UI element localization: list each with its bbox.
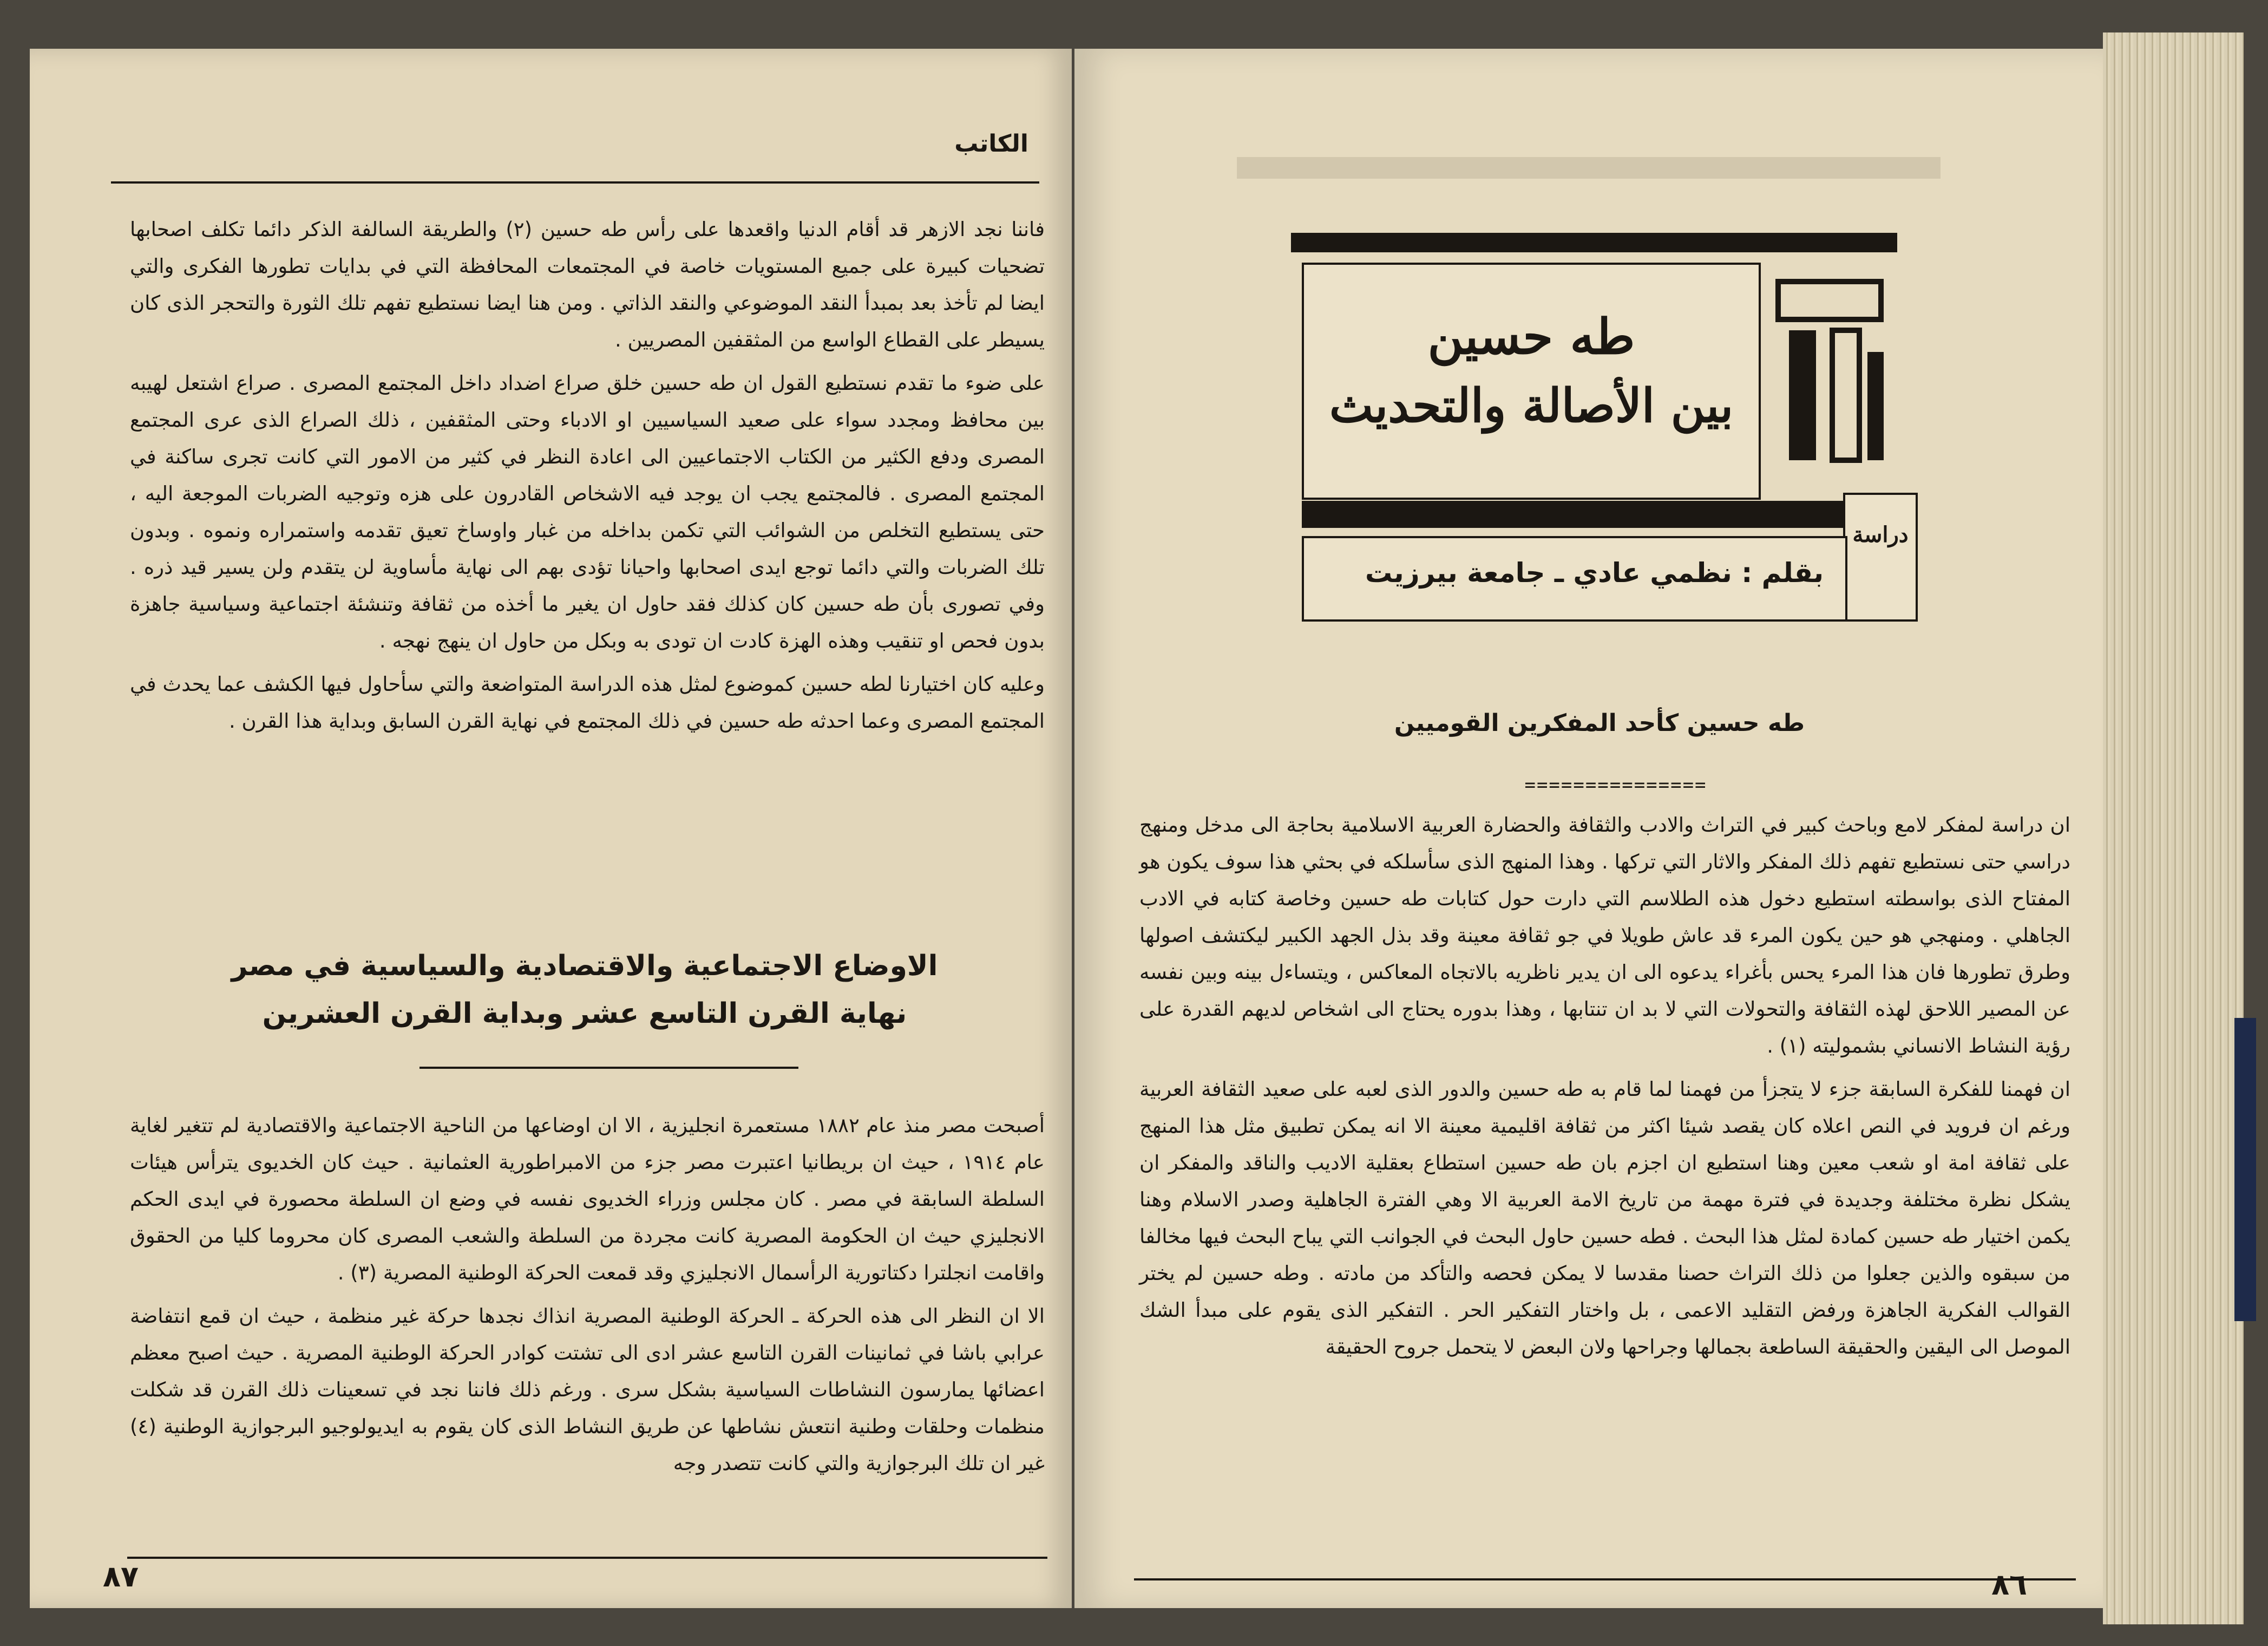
paragraph: الا ان النظر الى هذه الحركة ـ الحركة الوطنية المصرية انذاك نجدها حركة غير منظمة ، حيث ان قمع انتفاضة عرابي باشا في ثمانينات القرن التاسع عشر ادى الى تشتت كوادر الحركة الوطنية المصرية . حيث اصبح معظم اعضائها يمارسون النشاطات السياسية بشكل سرى . ورغم ذلك فاننا نجد في تسعينات ذلك القرن قد شكلت منظمات وحلقات وطنية انتعش نشاطها عن طريق النشاط الذى كان يقوم به ايديولوجيو البرجوازية الوطنية (٤) غير ان تلك البرجوازية والتي كانت تتصدر وجه <box>130 1304 1045 1475</box>
page-edges <box>2103 32 2244 1624</box>
footer-rule <box>1134 1578 2076 1580</box>
left-page <box>30 49 1072 1608</box>
title-bar-lower <box>1302 501 1843 528</box>
paragraph: ان دراسة لمفكر لامع وباحث كبير في التراث والادب والثقافة والحضارة العربية الاسلامية بحاجة الى مدخل ومنهج دراسي حتى نستطيع تفهم ذلك المفكر والاثار التي تركها . وهذا المنهج الذى سأسلكه في بحثي هذا سوف يكون هو المفتاح الذى بواسطته استطيع دخول هذه الطلاسم التي دارت حول كتابات طه حسين وخاصة كتابه في الادب الجاهلي . ومنهجي هو حين يكون المرء قد عاش طويلا في جو ثقافة معينة وقد بذل الجهد الكبير ليكتشف اصولها وطرق تطورها فان هذا المرء يحس بأغراء يدعوه الى ان يدير ناظريه بالاتجاه المعاكس ، ويتساءل بينه وبين نفسه عن المصير اللاحق لهذه الثقافة والتحولات التي لا بد ان تنتابها ، وهذا بدوره يحتاج الى اشخاص لديهم القدرة على رؤية النشاط الانساني بشموليته (١) . <box>1139 813 2070 1057</box>
calligraphic-logo <box>1767 276 1892 471</box>
left-body-top <box>130 211 1045 746</box>
subheading: طه حسين كأحد المفكرين القوميين <box>1394 709 1805 737</box>
bookmark-ribbon <box>2234 1018 2256 1321</box>
footer-rule <box>127 1557 1047 1559</box>
header-rule <box>111 181 1039 184</box>
paragraph: على ضوء ما تقدم نستطيع القول ان طه حسين خلق صراع اضداد داخل المجتمع المصرى . صراع اشتعل لهيبه بين محافظ ومجدد سواء على صعيد السياسيين او الادباء وحتى المثقفين ، ذلك الصراع الذى عرى المجتمع المصرى ودفع الكثير من الكتاب الاجتماعيين الى اعادة النظر في كثير من الامور التي كانت تجرى ساكنة في المجتمع المصرى . فالمجتمع يجب ان يوجد فيه الاشخاص القادرون على هزه وتوجيه الضربات الموجعة اليه ، حتى يستطيع التخلص من الشوائب التي تكمن بداخله من غبار واوساخ تعيق تقدمه واستمراره ونموه . وبدون تلك الضربات والتي دائما توجع ايدى اصحابها واحيانا تؤدى بهم الى نهاية مأساوية لن يتقدم ولن يسير قيد ذره . وفي تصورى بأن طه حسين كان كذلك فقد حاول ان يغير ما أخذه من ثقافة وتنشئة اجتماعية وسياسية جاهزة بدون فحص او تنقيب وهذه الهزة كادت ان تودى به وبكل من حاول ان ينهج نهجه . <box>130 371 1045 652</box>
paragraph: فاننا نجد الازهر قد أقام الدنيا واقعدها على رأس طه حسين (٢) والطريقة السالفة الذكر دائما تكلف اصحابها تضحيات كبيرة على جميع المستويات خاصة في المجتمعات المحافظة التي في بدايات تطورها الفكرى والتي ايضا لم تأخذ بعد بمبدأ النقد الموضوعي والنقد الذاتي . ومن هنا ايضا نستطيع تفهم تلك الثورة والتحجر الذى كان يسيطر على القطاع الواسع من المثقفين المصريين . <box>130 218 1045 351</box>
bleed-through <box>1237 157 1941 179</box>
page-number: ٨٦ <box>1991 1567 2027 1602</box>
section-title-line-1: الاوضاع الاجتماعية والاقتصادية والسياسية في مصر <box>231 950 938 982</box>
category-badge <box>1843 493 1918 622</box>
category-label: دراسة <box>1852 522 1909 547</box>
section-title <box>192 942 977 1037</box>
byline-box <box>1302 536 1847 622</box>
article-title-line-1: طه حسين <box>1427 308 1635 365</box>
title-bar <box>1291 233 1897 252</box>
page-number: ٨٧ <box>103 1559 139 1593</box>
section-rule <box>419 1067 798 1069</box>
paragraph: وعليه كان اختيارنا لطه حسين كموضوع لمثل هذه الدراسة المتواضعة والتي سأحاول فيها الكشف عما يحدث في المجتمع المصرى وعما احدثه طه حسين في ذلك المجتمع في نهاية القرن السابق وبداية هذا القرن . <box>130 672 1045 733</box>
title-box <box>1302 263 1761 500</box>
running-header: الكاتب <box>954 130 1028 158</box>
right-body <box>1139 807 2070 1372</box>
article-title-line-2: بين الأصالة والتحديث <box>1329 378 1734 433</box>
paragraph: أصبحت مصر منذ عام ١٨٨٢ مستعمرة انجليزية ، الا ان اوضاعها من الناحية الاجتماعية والاقتصادية لم تتغير لغاية عام ١٩١٤ ، حيث ان بريطانيا اعتبرت مصر جزء من الامبراطورية العثمانية . حيث كان الخديوى يترأس هيئات السلطة السابقة في مصر . كان مجلس وزراء الخديوى نفسه في وضع ان السلطة محصورة في ايدى الحكم الانجليزي حيث ان الحكومة المصرية كانت مجردة من السلطة والشعب المصرى كان محروما كليا من الحقوق واقامت انجلترا دكتاتورية الرأسمال الانجليزي وقد قمعت الحركة الوطنية المصرية (٣) . <box>130 1114 1045 1284</box>
byline: بقلم : نظمي عادي ـ جامعة بيرزيت <box>1365 557 1824 589</box>
subheading-rule: =============== <box>1524 774 1707 796</box>
section-title-line-2: نهاية القرن التاسع عشر وبداية القرن العشرين <box>262 997 907 1030</box>
left-body-bottom <box>130 1107 1045 1488</box>
paragraph: ان فهمنا للفكرة السابقة جزء لا يتجزأ من فهمنا لما قام به طه حسين والدور الذى لعبه على صعيد الثقافة العربية ورغم ان فرويد في النص اعلاه كان يقصد شيئا اكثر من ثقافة اقليمية معينة الا انه يمكن تطبيق مثل هذا المنهج على ثقافة امة او شعب معين وهنا استطيع ان اجزم بان طه حسين استطاع بعقلية الاديب والناقد والمفكر ان يشكل نظرة مختلفة وجديدة في فترة مهمة من تاريخ الامة العربية الا وهي الفترة الجاهلية وصدر الاسلام وهنا يكمن اختيار طه حسين كمادة لمثل هذا البحث . فطه حسين حاول البحث في الجوانب التي يباح البحث فيها مخالفا من سبقوه والذين جعلوا من ذلك التراث حصنا مقدسا لا يمكن فحصه والتأكد من مادته . وطه حسين لم يختر القوالب الفكرية الجاهزة ورفض التقليد الاعمى ، بل واختار التفكير الحر . التفكير الذى يقوم على مبدأ الشك الموصل الى اليقين والحقيقة الساطعة بجمالها وجراحها ولان البعض لا يتحمل جروح الحقيقة <box>1139 1077 2070 1358</box>
right-page <box>1074 49 2103 1608</box>
